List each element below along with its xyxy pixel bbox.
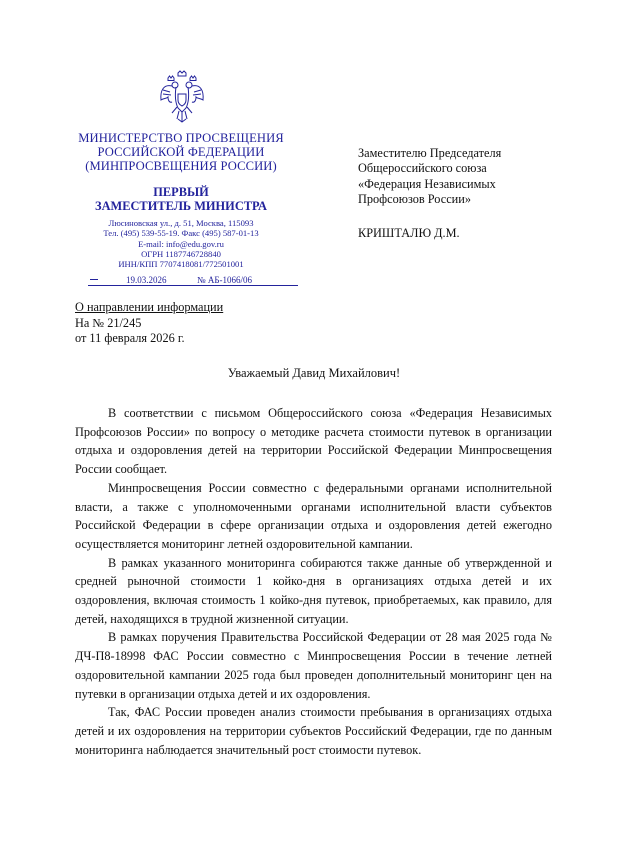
body-paragraph: В соответствии с письмом Общероссийского союза «Федерация Независимых Профсоюзов России» по вопросу о методике расчета стоимости путевок в организации отдыха и оздоровления детей на территории Российской Федерации Минпросвещения России сообщает. [75,406,552,477]
contact-phone: Тел. (495) 539-55-19. Факс (495) 587-01-13 [103,228,259,239]
contact-inn: ИНН/КПП 7707418081/772501001 [118,259,244,270]
body-paragraph: В рамках поручения Правительства Российской Федерации от 28 мая 2025 года № ДЧ-П8-18998 ФАС России совместно с Минпросвещения России в течение летней оздоровительной кампании 2025 года был проведен дополнительный мониторинг цен на путевки в организации отдыха детей и их оздоровления. [75,630,552,701]
addressee-name: КРИШТАЛЮ Д.М. [358,225,460,240]
outgoing-number: № АБ-1066/06 [197,275,253,285]
ministry-header [60,131,302,269]
subject-title: О направлении информации [75,300,224,314]
reply-to-number: На № 21/245 [75,315,142,330]
contact-email: E-mail: info@edu.gov.ru [138,238,224,249]
letter-body [75,404,552,759]
outgoing-date: 19.03.2026 [126,275,167,285]
position-title: ПЕРВЫЙ [153,185,209,199]
coat-of-arms-emblem [158,70,206,124]
addressee-line: Профсоюзов России» [358,192,471,207]
body-paragraph: В рамках указанного мониторинга собираются также данные об утвержденной и средней рыночной стоимости 1 койко-дня в организациях отдыха детей и их оздоровления, включая стоимость 1 койко-дня путевок, приобретаемых, как правило, для детей, находящихся в трудной жизненной ситуации. [75,555,552,626]
reply-to-date: от 11 февраля 2026 г. [75,331,185,346]
ministry-name-line: МИНИСТЕРСТВО ПРОСВЕЩЕНИЯ [78,131,284,145]
underline-mark [90,279,98,280]
reference-underline [88,285,298,286]
ministry-name-line: РОССИЙСКОЙ ФЕДЕРАЦИИ [97,145,265,159]
ministry-name-line: (МИНПРОСВЕЩЕНИЯ РОССИИ) [85,159,277,173]
contact-address: Люсиновская ул., д. 51, Москва, 115093 [108,218,254,228]
subject-block [75,300,223,347]
addressee-line: «Федерация Независимых [358,176,496,191]
addressee-line: Заместителю Председателя [358,146,502,160]
contact-ogrn: ОГРН 1187746728840 [141,248,221,259]
salutation: Уважаемый Давид Михайлович! [227,366,401,380]
addressee-block [358,146,578,241]
position-title: ЗАМЕСТИТЕЛЬ МИНИСТРА [95,199,267,213]
body-paragraph: Так, ФАС России проведен анализ стоимости пребывания в организациях отдыха детей и их оздоровления на территории субъектов Российский Федерации, где по данным мониторинга наблюдается значительный рост стоимости путевок. [75,705,552,757]
addressee-line: Общероссийского союза [358,161,487,176]
body-paragraph: Минпросвещения России совместно с федеральными органами исполнительной власти, а также с уполномоченными органами исполнительной власти субъектов Российской Федерации в сфере организации отдыха и оздоровления детей ежегодно осуществляется мониторинг летней оздоровительной кампании. [75,480,552,551]
